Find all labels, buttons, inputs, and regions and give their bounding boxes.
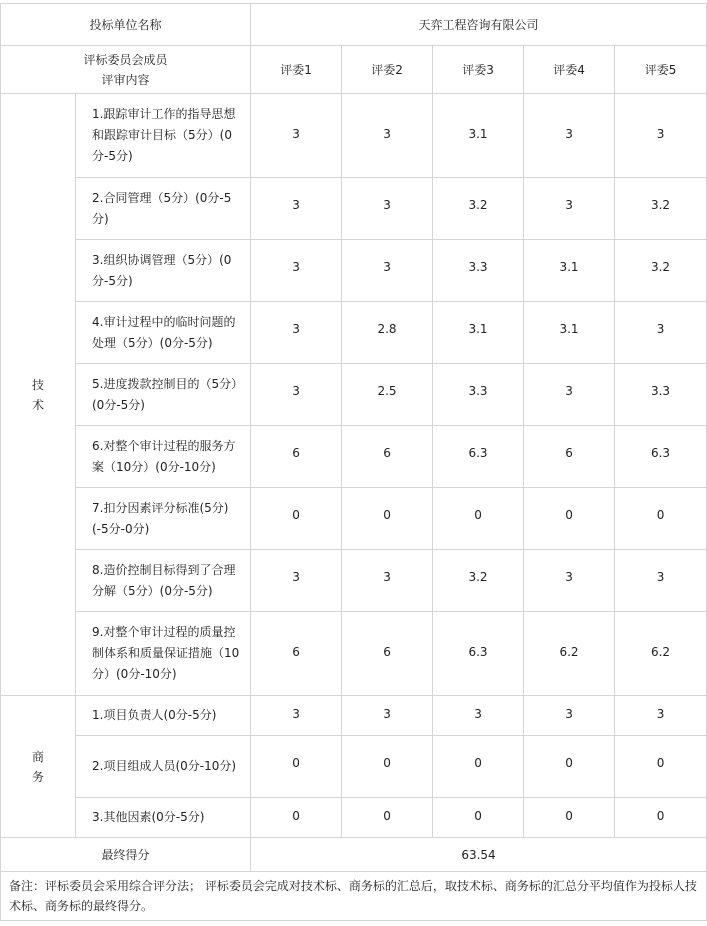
technical-row xyxy=(1,178,707,240)
score-judge-1: 3 xyxy=(251,550,342,612)
score-judge-5: 3 xyxy=(615,94,707,178)
score-judge-5: 3.2 xyxy=(615,240,707,302)
technical-row xyxy=(1,240,707,302)
score-judge-3: 3 xyxy=(433,696,524,736)
criterion-cell xyxy=(76,240,251,302)
business-row xyxy=(1,798,707,838)
business-row xyxy=(1,696,707,736)
technical-row xyxy=(1,364,707,426)
score-judge-2: 6 xyxy=(342,612,433,696)
score-judge-5: 3 xyxy=(615,550,707,612)
criterion-text: 2.合同管理（5分）(0分-5分) xyxy=(92,190,232,226)
score-judge-2: 6 xyxy=(342,426,433,488)
final-score-row xyxy=(1,838,707,872)
score-judge-1: 3 xyxy=(251,302,342,364)
technical-row xyxy=(1,426,707,488)
technical-row xyxy=(1,550,707,612)
criterion-cell xyxy=(76,550,251,612)
score-judge-1: 3 xyxy=(251,178,342,240)
bidder-label: 投标单位名称 xyxy=(1,4,251,46)
committee-header-cell xyxy=(1,46,251,94)
score-judge-5: 0 xyxy=(615,488,707,550)
score-judge-2: 2.8 xyxy=(342,302,433,364)
score-judge-2: 3 xyxy=(342,94,433,178)
criterion-cell xyxy=(76,426,251,488)
business-row xyxy=(1,736,707,798)
score-judge-4: 0 xyxy=(524,798,615,838)
score-judge-4: 3 xyxy=(524,364,615,426)
score-judge-2: 0 xyxy=(342,488,433,550)
criterion-text: 5.进度拨款控制目的（5分）(0分-5分) xyxy=(92,376,244,412)
score-judge-4: 3.1 xyxy=(524,302,615,364)
criterion-cell xyxy=(76,178,251,240)
score-judge-1: 0 xyxy=(251,488,342,550)
note-row xyxy=(1,872,707,921)
judge-header-2: 评委2 xyxy=(342,46,433,94)
criterion-cell xyxy=(76,364,251,426)
bidder-row xyxy=(1,4,707,46)
score-judge-5: 6.2 xyxy=(615,612,707,696)
score-judge-4: 3 xyxy=(524,94,615,178)
criterion-text: 7.扣分因素评分标准(5分)(-5分-0分) xyxy=(92,500,229,536)
technical-row xyxy=(1,488,707,550)
score-table-container xyxy=(0,3,707,921)
final-score-label: 最终得分 xyxy=(1,838,251,872)
criterion-text: 6.对整个审计过程的服务方案（10分）(0分-10分) xyxy=(92,438,236,474)
score-judge-4: 3.1 xyxy=(524,240,615,302)
criterion-text: 2.项目组成人员(0分-10分) xyxy=(92,759,237,773)
score-judge-4: 6 xyxy=(524,426,615,488)
criterion-cell xyxy=(76,488,251,550)
score-judge-4: 3 xyxy=(524,550,615,612)
score-judge-5: 3.2 xyxy=(615,178,707,240)
score-judge-4: 0 xyxy=(524,736,615,798)
score-judge-1: 3 xyxy=(251,94,342,178)
remark-note: 备注：评标委员会采用综合评分法； 评标委员会完成对技术标、商务标的汇总后，取技术标、商务标的汇总分平均值作为投标人技术标、商务标的最终得分。 xyxy=(1,872,707,921)
score-judge-3: 3.3 xyxy=(433,364,524,426)
score-judge-2: 3 xyxy=(342,178,433,240)
score-judge-5: 0 xyxy=(615,798,707,838)
score-judge-1: 0 xyxy=(251,736,342,798)
score-judge-3: 3.2 xyxy=(433,550,524,612)
score-judge-2: 0 xyxy=(342,798,433,838)
technical-row xyxy=(1,612,707,696)
criterion-text: 1.跟踪审计工作的指导思想和跟踪审计目标（5分）(0分-5分) xyxy=(92,107,236,163)
criterion-text: 3.组织协调管理（5分）(0分-5分) xyxy=(92,252,232,288)
criterion-text: 4.审计过程中的临时问题的处理（5分）(0分-5分) xyxy=(92,314,236,350)
score-judge-1: 3 xyxy=(251,696,342,736)
score-judge-3: 0 xyxy=(433,488,524,550)
score-judge-3: 3.2 xyxy=(433,178,524,240)
committee-label: 评标委员会成员 xyxy=(83,52,168,67)
score-judge-2: 0 xyxy=(342,736,433,798)
final-score-value: 63.54 xyxy=(251,838,707,872)
score-judge-4: 6.2 xyxy=(524,612,615,696)
score-judge-5: 3.3 xyxy=(615,364,707,426)
score-judge-2: 2.5 xyxy=(342,364,433,426)
score-judge-4: 0 xyxy=(524,488,615,550)
score-judge-5: 3 xyxy=(615,302,707,364)
score-judge-3: 0 xyxy=(433,736,524,798)
score-judge-2: 3 xyxy=(342,696,433,736)
technical-category-char: 术 xyxy=(31,397,44,412)
criterion-cell xyxy=(76,302,251,364)
criterion-cell xyxy=(76,736,251,798)
score-judge-3: 6.3 xyxy=(433,612,524,696)
score-judge-3: 3.1 xyxy=(433,94,524,178)
score-judge-5: 6.3 xyxy=(615,426,707,488)
judges-header-row xyxy=(1,46,707,94)
judge-header-1: 评委1 xyxy=(251,46,342,94)
business-category-char: 商 xyxy=(31,749,44,764)
judge-header-4: 评委4 xyxy=(524,46,615,94)
score-judge-1: 6 xyxy=(251,426,342,488)
technical-row xyxy=(1,302,707,364)
technical-category-cell xyxy=(1,94,76,696)
score-judge-5: 0 xyxy=(615,736,707,798)
content-label: 评审内容 xyxy=(101,72,150,87)
score-judge-1: 0 xyxy=(251,798,342,838)
score-judge-3: 3.3 xyxy=(433,240,524,302)
criterion-text: 8.造价控制目标得到了合理分解（5分）(0分-5分) xyxy=(92,562,236,598)
score-judge-4: 3 xyxy=(524,696,615,736)
business-category-cell xyxy=(1,696,76,838)
score-judge-3: 0 xyxy=(433,798,524,838)
score-judge-2: 3 xyxy=(342,240,433,302)
technical-category-char: 技 xyxy=(31,377,44,392)
score-judge-1: 3 xyxy=(251,364,342,426)
judge-header-3: 评委3 xyxy=(433,46,524,94)
score-judge-3: 3.1 xyxy=(433,302,524,364)
score-judge-3: 6.3 xyxy=(433,426,524,488)
score-judge-4: 3 xyxy=(524,178,615,240)
score-judge-1: 3 xyxy=(251,240,342,302)
bidder-name: 天弈工程咨询有限公司 xyxy=(251,4,707,46)
criterion-cell xyxy=(76,94,251,178)
criterion-cell xyxy=(76,696,251,736)
score-judge-1: 6 xyxy=(251,612,342,696)
technical-row xyxy=(1,94,707,178)
score-judge-5: 3 xyxy=(615,696,707,736)
evaluation-score-table xyxy=(0,3,707,921)
judge-header-5: 评委5 xyxy=(615,46,707,94)
criterion-text: 9.对整个审计过程的质量控制体系和质量保证措施（10分）(0分-10分) xyxy=(92,625,240,681)
score-judge-2: 3 xyxy=(342,550,433,612)
criterion-cell xyxy=(76,612,251,696)
criterion-text: 1.项目负责人(0分-5分) xyxy=(92,708,217,722)
business-category-char: 务 xyxy=(31,769,44,784)
criterion-text: 3.其他因素(0分-5分) xyxy=(92,810,205,824)
criterion-cell xyxy=(76,798,251,838)
